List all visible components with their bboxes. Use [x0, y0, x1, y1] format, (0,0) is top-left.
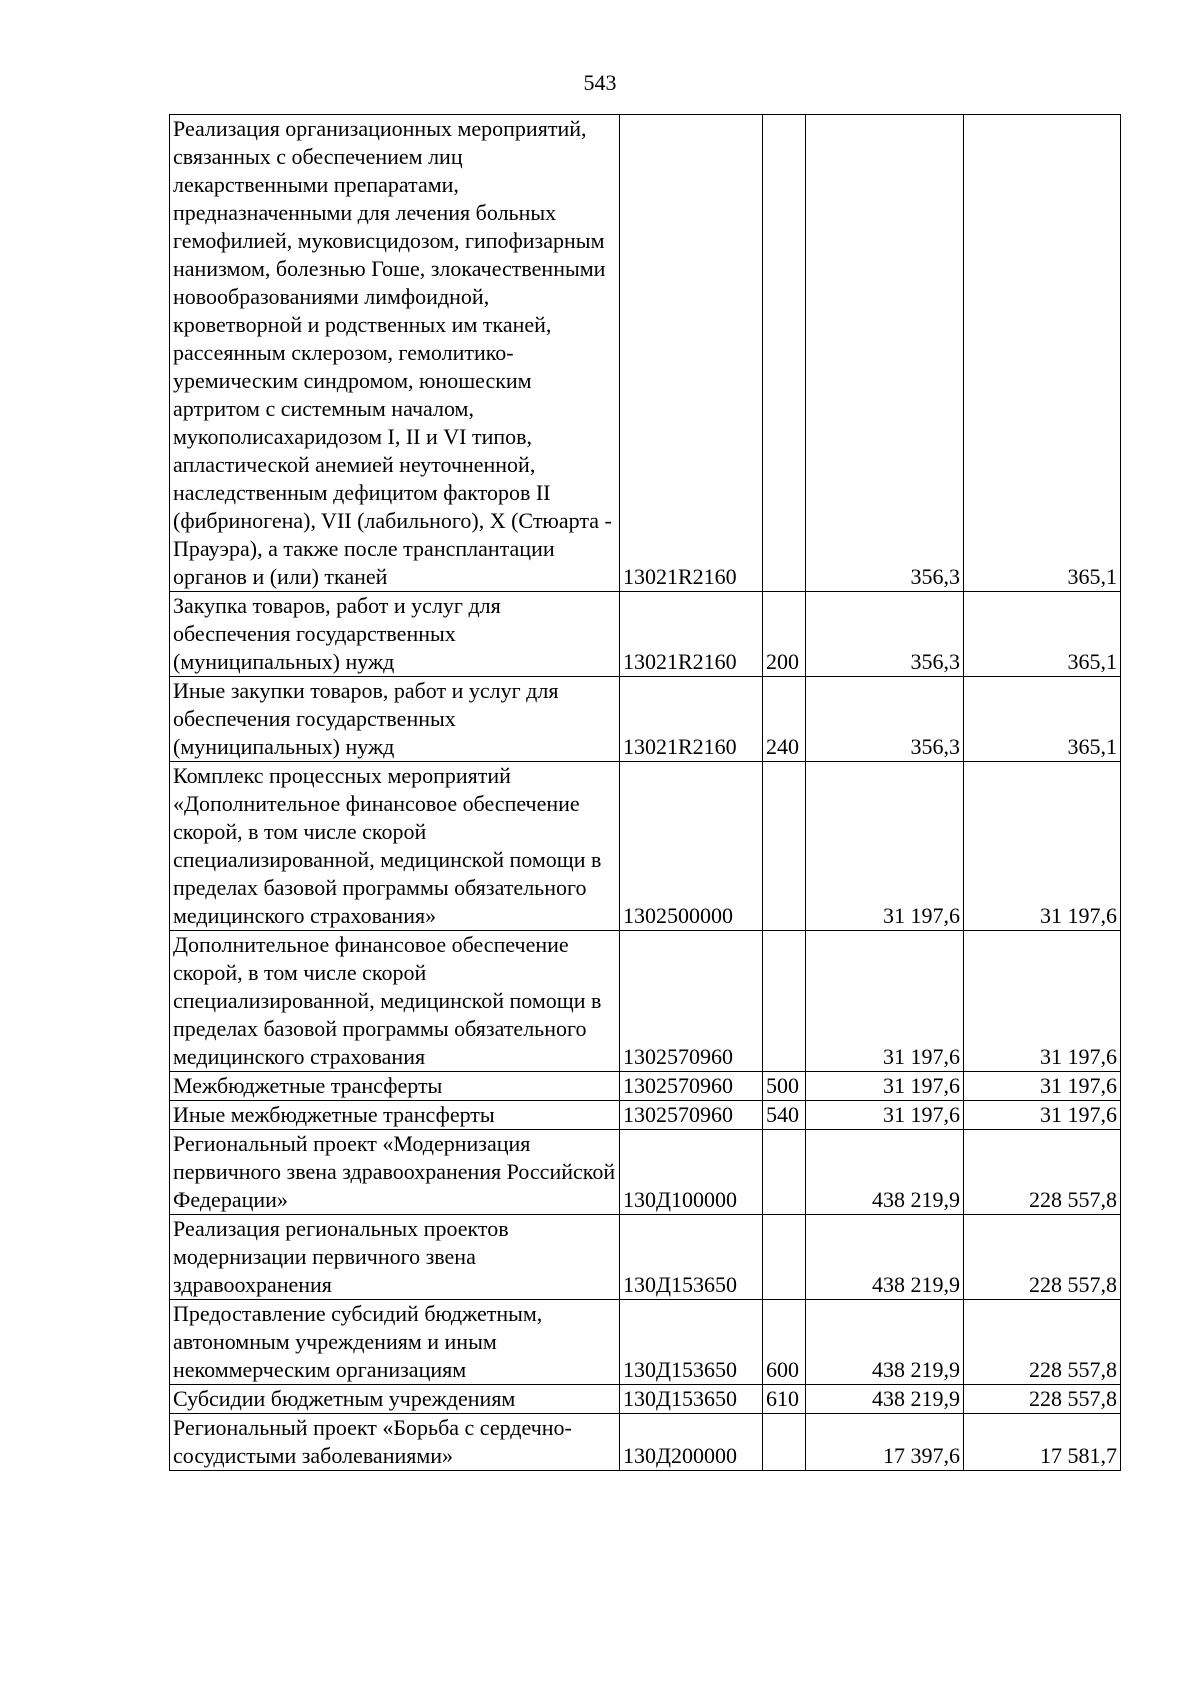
row-name: Закупка товаров, работ и услуг для обеспечения государственных (муниципальных) нужд	[170, 592, 620, 677]
row-name: Комплекс процессных мероприятий «Дополнительное финансовое обеспечение скорой, в том числе скорой специализированной, медицинской помощи в пределах базовой программы обязательного медицинского страхования»	[170, 762, 620, 931]
row-value-1: 438 219,9	[806, 1300, 964, 1385]
row-value-1: 438 219,9	[806, 1385, 964, 1414]
row-value-1: 17 397,6	[806, 1414, 964, 1471]
row-code: 1302570960	[620, 1072, 763, 1101]
row-value-1: 31 197,6	[806, 1101, 964, 1130]
row-code: 130Д153650	[620, 1300, 763, 1385]
row-value-2: 365,1	[964, 115, 1121, 592]
row-code: 130Д200000	[620, 1414, 763, 1471]
row-expense-type	[763, 931, 806, 1072]
row-code: 13021R2160	[620, 677, 763, 762]
row-expense-type: 540	[763, 1101, 806, 1130]
table-row	[170, 1130, 1121, 1215]
row-name: Региональный проект «Модернизация первичного звена здравоохранения Российской Федерации»	[170, 1130, 620, 1215]
row-expense-type	[763, 1130, 806, 1215]
row-value-2: 31 197,6	[964, 1101, 1121, 1130]
row-value-2: 31 197,6	[964, 931, 1121, 1072]
table-row	[170, 592, 1121, 677]
row-value-2: 228 557,8	[964, 1385, 1121, 1414]
row-name: Региональный проект «Борьба с сердечно-сосудистыми заболеваниями»	[170, 1414, 620, 1471]
row-name: Реализация организационных мероприятий, связанных с обеспечением лиц лекарственными препаратами, предназначенными для лечения больных гемофилией, муковисцидозом, гипофизарным нанизмом, болезнью Гоше, злокачественными новообразованиями лимфоидной, кроветворной и родственных им тканей, рассеянным склерозом, гемолитико-уремическим синдромом, юношеским артритом с системным началом, мукополисахаридозом I, II и VI типов, апластической анемией неуточненной, наследственным дефицитом факторов II (фибриногена), VII (лабильного), X (Стюарта - Прауэра), а также после трансплантации органов и (или) тканей	[170, 115, 620, 592]
row-value-2: 31 197,6	[964, 762, 1121, 931]
row-value-1: 438 219,9	[806, 1215, 964, 1300]
row-expense-type	[763, 1215, 806, 1300]
row-name: Реализация региональных проектов модернизации первичного звена здравоохранения	[170, 1215, 620, 1300]
row-expense-type: 610	[763, 1385, 806, 1414]
row-value-1: 31 197,6	[806, 762, 964, 931]
table-row	[170, 677, 1121, 762]
row-expense-type	[763, 115, 806, 592]
table-row	[170, 1072, 1121, 1101]
row-name: Предоставление субсидий бюджетным, автономным учреждениям и иным некоммерческим организациям	[170, 1300, 620, 1385]
row-value-1: 356,3	[806, 677, 964, 762]
row-name: Субсидии бюджетным учреждениям	[170, 1385, 620, 1414]
row-value-1: 356,3	[806, 592, 964, 677]
row-value-2: 31 197,6	[964, 1072, 1121, 1101]
row-name: Межбюджетные трансферты	[170, 1072, 620, 1101]
row-value-2: 228 557,8	[964, 1215, 1121, 1300]
table-row	[170, 1414, 1121, 1471]
row-name: Дополнительное финансовое обеспечение скорой, в том числе скорой специализированной, медицинской помощи в пределах базовой программы обязательного медицинского страхования	[170, 931, 620, 1072]
budget-table	[169, 114, 1121, 1471]
row-name: Иные закупки товаров, работ и услуг для обеспечения государственных (муниципальных) нужд	[170, 677, 620, 762]
row-value-1: 438 219,9	[806, 1130, 964, 1215]
row-expense-type: 200	[763, 592, 806, 677]
row-value-2: 17 581,7	[964, 1414, 1121, 1471]
row-code: 13021R2160	[620, 592, 763, 677]
row-code: 1302570960	[620, 1101, 763, 1130]
row-value-1: 356,3	[806, 115, 964, 592]
row-code: 130Д100000	[620, 1130, 763, 1215]
table-row	[170, 931, 1121, 1072]
row-value-2: 365,1	[964, 677, 1121, 762]
table-row	[170, 1385, 1121, 1414]
row-expense-type	[763, 762, 806, 931]
row-code: 130Д153650	[620, 1385, 763, 1414]
row-expense-type: 240	[763, 677, 806, 762]
row-code: 1302570960	[620, 931, 763, 1072]
row-code: 13021R2160	[620, 115, 763, 592]
table-row	[170, 1215, 1121, 1300]
row-value-2: 228 557,8	[964, 1130, 1121, 1215]
table-row	[170, 115, 1121, 592]
row-code: 130Д153650	[620, 1215, 763, 1300]
row-expense-type: 600	[763, 1300, 806, 1385]
row-expense-type: 500	[763, 1072, 806, 1101]
row-value-1: 31 197,6	[806, 931, 964, 1072]
row-code: 1302500000	[620, 762, 763, 931]
row-value-1: 31 197,6	[806, 1072, 964, 1101]
row-name: Иные межбюджетные трансферты	[170, 1101, 620, 1130]
table-row	[170, 1300, 1121, 1385]
table-row	[170, 762, 1121, 931]
page-number: 543	[583, 70, 617, 95]
row-value-2: 365,1	[964, 592, 1121, 677]
row-expense-type	[763, 1414, 806, 1471]
row-value-2: 228 557,8	[964, 1300, 1121, 1385]
table-row	[170, 1101, 1121, 1130]
